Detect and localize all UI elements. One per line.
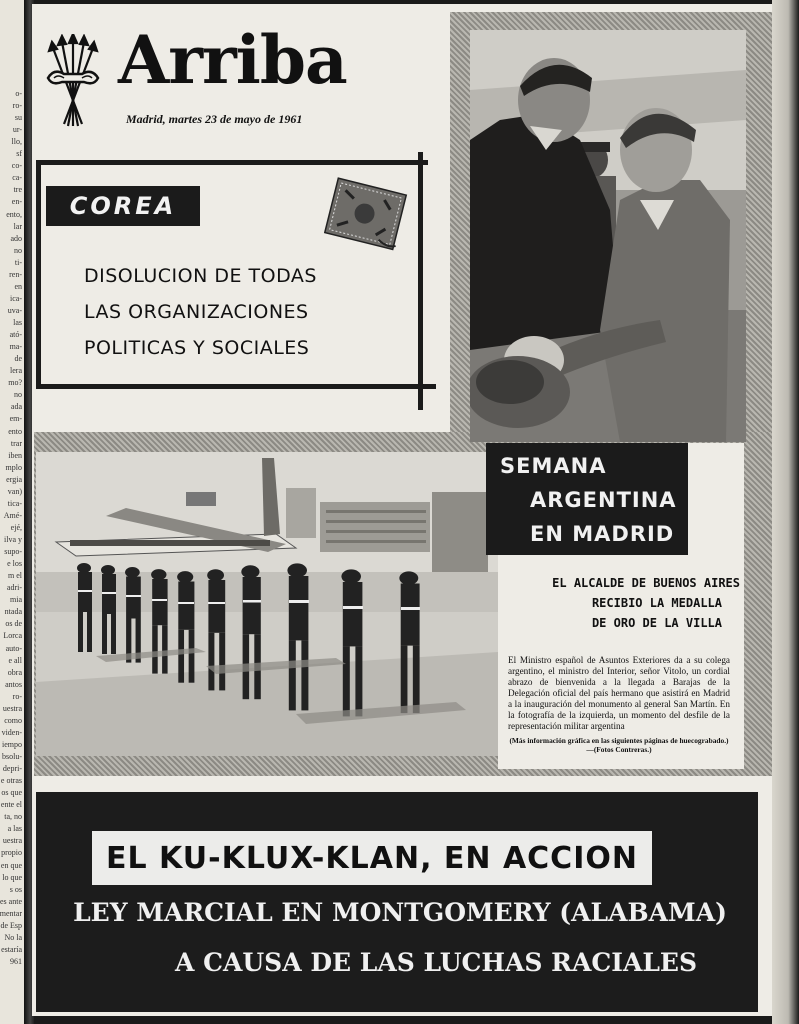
alcalde-line: EL ALCALDE DE BUENOS AIRES [552,576,740,590]
adjacent-page-text-fragment: sf [16,149,22,159]
ministers-embrace-photo [470,30,746,442]
adjacent-page-text-fragment: ente el [0,800,22,810]
semana-line: EN MADRID [530,522,675,546]
adjacent-page-text-fragment: adri- [6,583,22,593]
adjacent-page-text-fragment: en [14,281,22,291]
adjacent-page-text-fragment: lar [13,221,22,231]
adjacent-page-text-fragment: tica- [7,498,22,508]
alcalde-subheadline [520,573,740,633]
adjacent-page-text-fragment: co- [11,161,22,171]
adjacent-page-text-fragment: lo que [2,872,22,882]
adjacent-page-text-fragment: e los [7,559,22,569]
adjacent-page-text-fragment: e all [8,655,22,665]
adjacent-page-text-fragment: mo? [8,378,22,388]
semana-argentina-headline [486,443,688,555]
adjacent-page-text-fragment: e otras [0,776,22,786]
adjacent-page-text-fragment: 961 [10,956,22,966]
adjacent-page-text-fragment: ntada [4,607,22,617]
newspaper-title: Arriba [118,21,347,99]
adjacent-page-text-fragment: Amé- [3,510,22,520]
adjacent-page-text-fragment: ca- [12,173,22,183]
corea-headline-line: DISOLUCION DE TODAS [84,265,317,287]
adjacent-page-text-fragment: ta, no [4,812,22,822]
adjacent-page-text-fragment: bsolu- [2,752,22,761]
adjacent-page-text-fragment: ató- [9,330,22,340]
adjacent-page-text-fragment: ada [10,402,22,412]
adjacent-page-text-fragment: obra [7,667,22,677]
adjacent-page-text-fragment: trar [10,438,22,448]
article-body: El Ministro español de Asuntos Exteriores da a su colega argentino, el ministro del Interior, señor Vitolo, un cordial abrazo de bienvenida a la llegada a Barajas de la Delegación oficial del país hermano que asistirá en Madrid a la inauguración del monumento al general San Martín. En la fotografía de la izquierda, un momento del desfile de la representación militar argentina [508,655,730,731]
adjacent-page-text-fragment: mia [10,595,22,605]
corea-headline [84,258,404,366]
adjacent-page-text-fragment: de [14,354,22,364]
corea-rule-right [418,152,423,410]
adjacent-page-text-fragment: no [14,245,22,255]
adjacent-page-text-fragment: uestra [2,836,22,846]
adjacent-page-text-fragment: ado [10,233,22,243]
adjacent-page-text-fragment: supo- [4,547,22,557]
adjacent-page-text-fragment: ro- [12,691,22,701]
martial-law-headline: LEY MARCIAL EN MONTGOMERY (ALABAMA) [73,898,727,927]
adjacent-page-text-fragment: ergia [6,474,22,484]
adjacent-page-text-fragment: estaría [1,944,22,954]
adjacent-page-text-fragment: ento, [6,209,22,219]
adjacent-page-text-fragment: en- [11,197,22,207]
adjacent-page-text-fragment: iben [8,450,22,460]
masthead [40,12,450,142]
adjacent-page-text-fragment: s os [9,884,22,894]
adjacent-page-text-fragment: m el [8,571,22,581]
adjacent-page-text-fragment: ur- [12,125,22,135]
alcalde-line: RECIBIO LA MEDALLA [591,596,722,610]
adjacent-page-text-fragment: tre [13,185,22,195]
corea-rule-bottom [36,384,436,389]
adjacent-page-text-fragment: No la [4,932,22,942]
adjacent-page-text-fragment: depri- [2,764,22,774]
adjacent-page-text-fragment: ma- [9,342,22,352]
adjacent-page-strip [0,0,26,1024]
adjacent-page-text-fragment: ica- [10,293,22,303]
dateline: Madrid, martes 23 de mayo de 1961 [126,112,303,126]
adjacent-page-text-fragment: em- [9,414,22,424]
corea-headline-line: LAS ORGANIZACIONES [84,301,309,323]
adjacent-page-text-fragment: lera [10,366,22,376]
adjacent-page-text-fragment: a las [7,824,22,834]
semana-line: ARGENTINA [530,488,677,512]
corea-rule-top [36,160,428,165]
semana-line: SEMANA [500,454,607,478]
adjacent-page-text-fragment: iempo [2,739,22,749]
adjacent-page-text-fragment: os que [1,788,22,798]
adjacent-page-text-fragment: ilva y [4,535,22,545]
adjacent-page-text-fragment: ren- [9,269,22,279]
kkk-headline: EL KU-KLUX-KLAN, EN ACCION [92,831,652,885]
adjacent-page-text-fragment: llo, [11,137,22,147]
adjacent-page-text-fragment: auto- [5,643,22,653]
adjacent-page-text-fragment: ro- [12,101,22,111]
adjacent-page-text-fragment: antos [5,679,22,689]
adjacent-page-text-fragment: de Esp [0,920,22,930]
adjacent-page-text-fragment: es ante [0,896,22,906]
corea-rule-left [36,160,41,386]
adjacent-page-text-fragment: ento [8,426,22,436]
adjacent-page-text-fragment: os de [5,619,22,629]
corea-label: COREA [46,186,200,226]
korea-flag-stamp [324,176,408,256]
military-parade-photo [36,452,498,756]
adjacent-page-text-fragment: ejé, [10,522,22,532]
photo-credit: (Más información gráfica en las siguientes páginas de huecograbado.)—(Fotos Contreras.) [509,736,729,754]
adjacent-page-text-fragment: Lorca [3,631,22,641]
racial-struggles-headline: A CAUSA DE LAS LUCHAS RACIALES [174,948,698,977]
page-edge-shadow [772,0,799,1024]
adjacent-page-text-fragment: van) [7,486,22,496]
adjacent-page-text-fragment: no [14,390,22,400]
adjacent-page-text-fragment: uva- [7,305,22,315]
adjacent-page-text-fragment: su [14,113,22,123]
adjacent-page-text-fragment: mplo [5,462,22,472]
adjacent-page-text-fragment: en que [0,860,22,870]
corea-headline-line: POLITICAS Y SOCIALES [84,337,310,359]
adjacent-page-text-fragment: uestra [2,703,22,713]
yoke-and-arrows-logo [44,34,102,130]
adjacent-page-text-fragment: o- [15,89,22,98]
alcalde-line: DE ORO DE LA VILLA [591,616,722,630]
adjacent-page-text-fragment: las [13,318,22,328]
adjacent-page-text-fragment: propio [1,848,22,858]
adjacent-page-text-fragment: como [4,715,22,725]
adjacent-page-text-fragment: ti- [14,257,22,267]
adjacent-page-text-fragment: viden- [1,727,22,737]
adjacent-page-text-fragment: mentar [0,908,22,918]
